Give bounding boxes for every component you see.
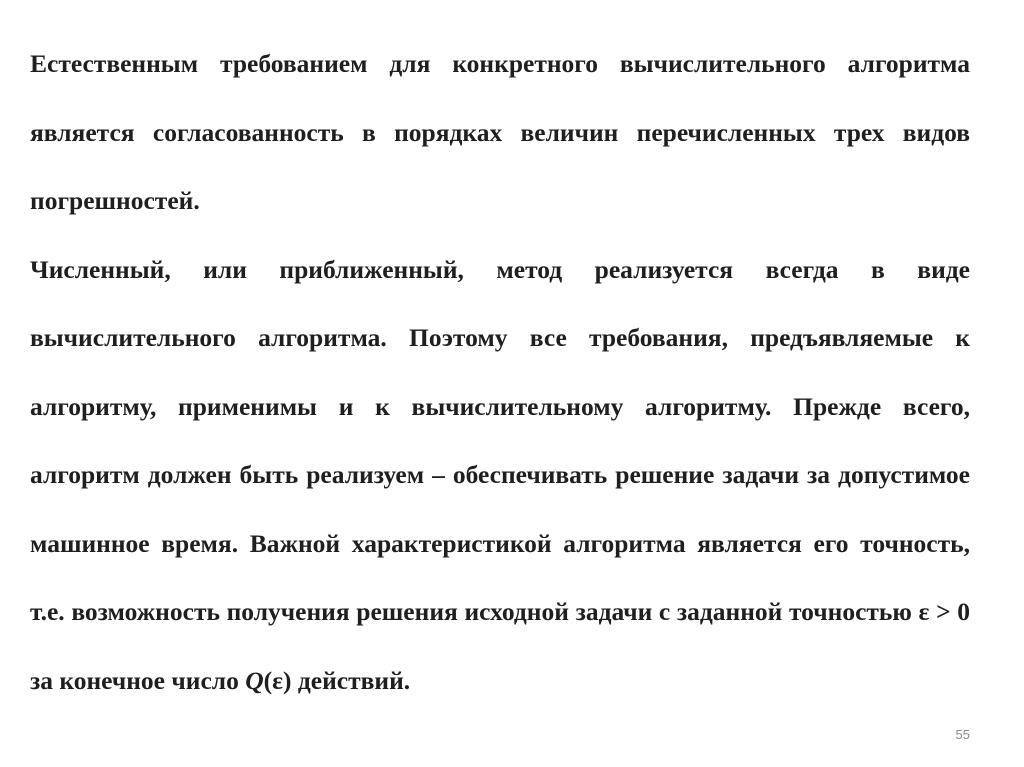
- page-number: 55: [955, 727, 970, 742]
- paragraph-1: Естественным требованием для конкретного вычислительного алгоритма является согласованность в порядках величин перечисленных трех видов погрешностей.: [30, 49, 970, 215]
- paragraph-2-ending: (ε) действий.: [263, 665, 411, 695]
- q-symbol: Q: [245, 665, 264, 695]
- slide-content: [30, 30, 970, 715]
- paragraph-2: [30, 236, 970, 716]
- paragraph-2-text: Численный, или приближенный, метод реализуется всегда в виде вычислительного алгоритма. Поэтому все требования, предъявляемые к алгоритму, применимы и к вычислительному алгоритму. Прежде всего, алгоритм должен быть реализуем – обеспечивать решение задачи за допустимое машинное время. Важной характеристикой алгоритма является его точность, т.е. возможность получения решения исходной задачи с заданной точностью ε > 0 за конечное число: [30, 254, 970, 695]
